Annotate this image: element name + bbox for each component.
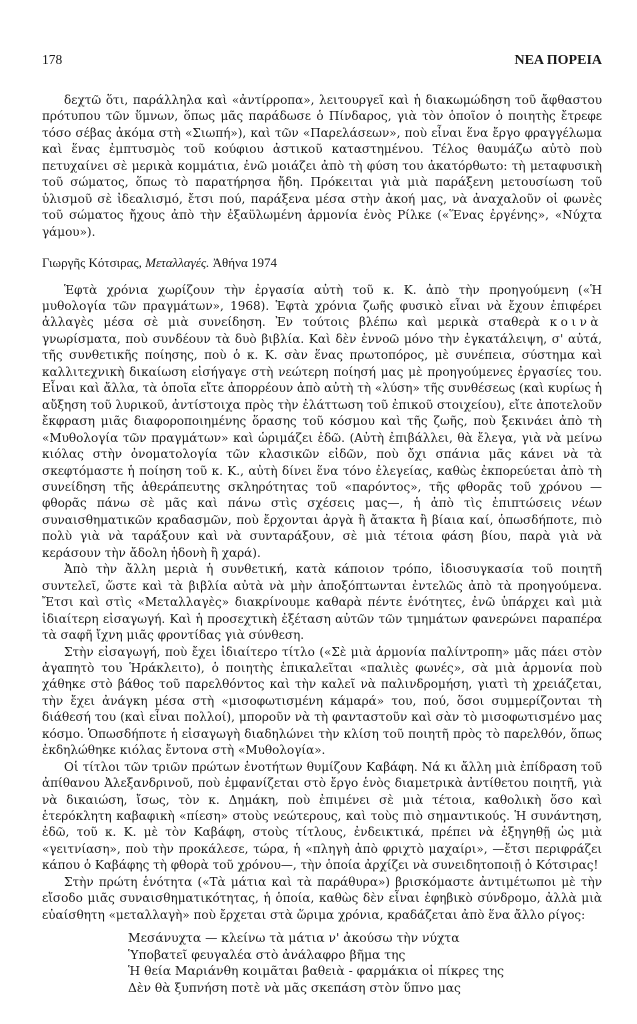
review-place-year: Ἀθήνα 1974: [212, 255, 278, 271]
review-book-title: Μεταλλαγές.: [145, 255, 210, 271]
poem-line: Ἡ θεία Μαριάνθη κοιμᾶται βαθειὰ - φαρμάκια οἱ πίκρες της: [128, 964, 504, 979]
poem-line: Δὲν θὰ ξυπνήση ποτὲ νὰ μᾶς σκεπάση στὸν ὕπνο μας: [128, 980, 461, 995]
review-author: Γιωργῆς Κότσιρας,: [42, 255, 142, 271]
poem-line: Ὑποβατεῖ φευγαλέα στὸ ἀνάλαφρο βῆμα της: [128, 947, 406, 962]
journal-title: ΝΕΑ ΠΟΡΕΙΑ: [514, 53, 602, 68]
para-text: γνωρίσματα, ποὺ συνδέουν τὰ δυὸ βιβλία. Καὶ δὲν ἐννοῶ μόνο τὴν ἐγκατάλειψη, σ' αὐτά, τῆς συνθετικῆς ποίησης, ποὺ ὁ κ. Κ. σὰν ἕνας πρωτοπόρος, μὲ συνέπεια, σύστημα καὶ καλλιτεχνικὴ δικαίωση εἰσήγαγε στὴ νεώτερη ποίησή μας μὲ προηγούμενες ἐργασίες του. Εἶναι καὶ ἄλλα, τὰ ὁποῖα εἴτε ἀπορρέουν ἀπὸ αὐτὴ τὴ «λύση» τῆς συνθέσεως (καὶ κυρίως ἡ αὔξηση τοῦ λυρικοῦ, ἀντίστοιχα πρὸς τὴν ἐλάττωση τοῦ ἐπικοῦ στοιχείου), εἴτε ἀποτελοῦν ἔκφραση μιᾶς διαφοροποιημένης ὅρασης τοῦ κόσμου καὶ τῆς ζωῆς, ποὺ ξεκινάει ἀπὸ τὴ «Μυθολογία τῶν πραγμάτων» καὶ ὡριμάζει ἐδῶ. (Αὐτὴ ἐπιβάλλει, θὰ ἔλεγα, γιὰ νὰ μείνω κιόλας στὴν ὀνοματολογία τῶν κλασικῶν εἰδῶν, ποὺ ὄχι σπάνια μᾶς κάνει νὰ τὰ σκεφτόμαστε ἡ ποίηση τοῦ κ. Κ., αὐτὴ δίνει ἕνα τόνο ἐλεγείας, καθὼς ἐκπορεύεται ἀπὸ τὴ συνείδηση τῆς ἀθεράπευτης σκληρότητας τοῦ «παρόντος», τῆς φθορᾶς τοῦ χρόνου —φθορᾶς πάνω σὲ μᾶς καὶ πάνω στὶς σχέσεις μας—, ἡ ἀπὸ τὶς ἐπιπτώσεις νέων συναισθηματικῶν κραδασμῶν, ποὺ ἔρχονται ἀργὰ ἢ ἄτακτα ἢ βίαια καί, ὁπωσδήποτε, πιὸ πολὺ γιὰ νὰ ταράξουν καὶ νὰ συνταράξουν, σὲ μιὰ τέτοια φάση βίου, παρὰ γιὰ νὰ κεράσουν τὴν ἄδολη ἡδονὴ ἢ χαρά).: [42, 331, 602, 560]
poem-line: Μεσάνυχτα — κλείνω τὰ μάτια ν' ἀκούσω τὴν νύχτα: [128, 931, 460, 946]
poem-quote: [128, 930, 602, 996]
para-text: Ἑφτὰ χρόνια χωρίζουν τὴν ἐργασία αὐτὴ τοῦ κ. Κ. ἀπὸ τὴν προηγούμενη («Ἡ μυθολογία τῶν πραγμάτων», 1968). Ἑφτὰ χρόνια ζωῆς φυσικὸ εἶναι νὰ ἔχουν ἐπιφέρει ἀλλαγὲς μέσα σὲ μιὰ συνείδηση. Ἐν τούτοις βλέπω καὶ μερικὰ σταθερὰ: [42, 282, 602, 330]
body-paragraph: Οἱ τίτλοι τῶν τριῶν πρώτων ἑνοτήτων θυμίζουν Καβάφη. Νά κι ἄλλη μιὰ ἐπίδραση τοῦ ἀπίθανου Ἀλεξανδρινοῦ, ποὺ ἐμφανίζεται στὸ ἔργο ἑνὸς διαμετρικὰ ἀντίθετου ποιητῆ, γιὰ νὰ δικαιώση, ἴσως, τὸν κ. Δημάκη, ποὺ ἐπιμένει σὲ μιὰ τέτοια, καθολικὴ ὅσο καὶ ἑτερόκλητη καβαφικὴ «πίεση» στοὺς νεώτερους, καὶ τοὺς πιὸ σημαντικούς. Ἡ συνάντηση, ἐδῶ, τοῦ κ. Κ. μὲ τὸν Καβάφη, στοὺς τίτλους, ἐνδεικτικά, πρέπει νὰ ἐξηγηθῇ ὡς μιὰ «γειτνίαση», ποὺ τὴν προκάλεσε, τώρα, ἡ «πληγὴ ἀπὸ φριχτὸ μαχαίρι», —ἔτσι περιφράζει κάπου ὁ Καβάφης τὴ φθορὰ τοῦ χρόνου—, τὴν ὁποία ἀρχίζει νὰ συνειδητοποιῇ ὁ Κότσιρας!: [42, 759, 602, 873]
page-number: 178: [42, 52, 63, 67]
body-paragraph: Ἀπὸ τὴν ἄλλη μεριὰ ἡ συνθετική, κατὰ κάποιον τρόπο, ἰδιοσυγκασία τοῦ ποιητῆ συντελεῖ, ὥστε καὶ τὰ βιβλία αὐτὰ νὰ μὴν ἀποξόπτωνται ἐντελῶς ἀπὸ τὰ προηγούμενα. Ἔτσι καὶ στὶς «Μεταλλαγὲς» διακρίνουμε καθαρὰ πέντε ἑνότητες, ἐνῶ ὑπάρχει καὶ μιὰ ἰδιαίτερη εἰσαγωγή. Καὶ ἡ προσεχτικὴ ἐξέταση αὐτῶν τῶν τμημάτων φανερώνει παραπέρα τὰ σαφῆ ἴχνη μιᾶς φροντίδας γιὰ σύνθεση.: [42, 562, 602, 643]
review-heading: [42, 255, 602, 271]
body-paragraph: δεχτῶ ὅτι, παράλληλα καὶ «ἀντίρροπα», λειτουργεῖ καὶ ἡ διακωμώδηση τοῦ ἄφθαστου πρότυπου τῶν ὕμνων, ὅπως μᾶς παράδωσε ὁ Πίνδαρος, γιὰ τὸν ὁποῖον ὁ ποιητὴς ἔτρεφε τόσο σέβας ἀκόμα στὴ «Σιωπή»), καὶ τῶν «Παρελάσεων», ποὺ εἶναι ἕνα ἔργο φραγγέλωμα καὶ ἕνας ἐμπτυσμὸς τοῦ κούφιου ἀστικοῦ καταστημένου. Τέλος θαυμάζω αὐτὸ ποὺ πετυχαίνει σὲ μερικὰ κομμάτια, ἐνῶ μοιάζει ἀπὸ τὴ φύση του ἀκατόρθωτο: τὴ μεταφυσικὴ τοῦ σώματος, ὅπως τὸ παρατήρησα ἤδη. Πρόκειται γιὰ μιὰ παράξενη μετουσίωση τοῦ ὑλισμοῦ σὲ ἰδεαλισμό, ἔτσι πού, παράξενα μέσα στὴν ἀκοή μας, νὰ ἀναχαλοῦν οἱ φωνὲς τοῦ σώματος ἤχους ἀπὸ τὴν ἐξαϋλωμένη ἁρμονία ἑνὸς Ρίλκε («Ἕνας ἐργένης», «Νύχτα γάμου»).: [42, 93, 602, 239]
body-paragraph: [42, 282, 602, 562]
document-page: [42, 52, 602, 997]
running-header: [42, 52, 602, 74]
body-paragraph: Στὴν εἰσαγωγή, ποὺ ἔχει ἰδιαίτερο τίτλο («Σὲ μιὰ ἁρμονία παλίντροπη» μᾶς πάει στὸν ἀγαπητὸ του Ἡράκλειτο), ὁ ποιητὴς ἐπικαλεῖται «παλιὲς φωνές», σὰ μιὰ ἁρμονία ποὺ χάθηκε στὸ βάθος τοῦ παρελθόντος καὶ τὴν καλεῖ νὰ παλινδρομήση, γιατὶ τὴ χρειάζεται, τὴν ἔχει ἀνάγκη μέσα στὴ «μισοφωτισμένη κάμαρά» του, πού, ὅσοι συμμερίζονται τὴ διάθεσή του (καὶ εἶναι πολλοί), μποροῦν νὰ τὴ φανταστοῦν καὶ σὰν τὸ μισοφωτισμένο μας κόσμο. Ὁπωσδήποτε ἡ εἰσαγωγὴ διαδηλώνει τὴν κλίση τοῦ ποιητῆ πρὸς τὸ παρελθόν, ὅπως ἐκδηλώθηκε κιόλας ἔντονα στὴ «Μυθολογία».: [42, 644, 602, 758]
body-paragraph: Στὴν πρώτη ἑνότητα («Τὰ μάτια καὶ τὰ παράθυρα») βρισκόμαστε ἀντιμέτωποι μὲ τὴν εἴσοδο μιᾶς συναισθηματικότητας, ἡ ὁποία, καθὼς δὲν εἶναι ἐφηβικὸ σύνδρομο, ἀλλὰ μιὰ εὐαίσθητη «μεταλλαγὴ» ποὺ ἔρχεται στὰ ὥριμα χρόνια, κραδάζεται ἀπὸ ἕνα ἄλλο ρίγος:: [42, 874, 602, 922]
emphasized-word: κοινὰ: [549, 315, 602, 330]
